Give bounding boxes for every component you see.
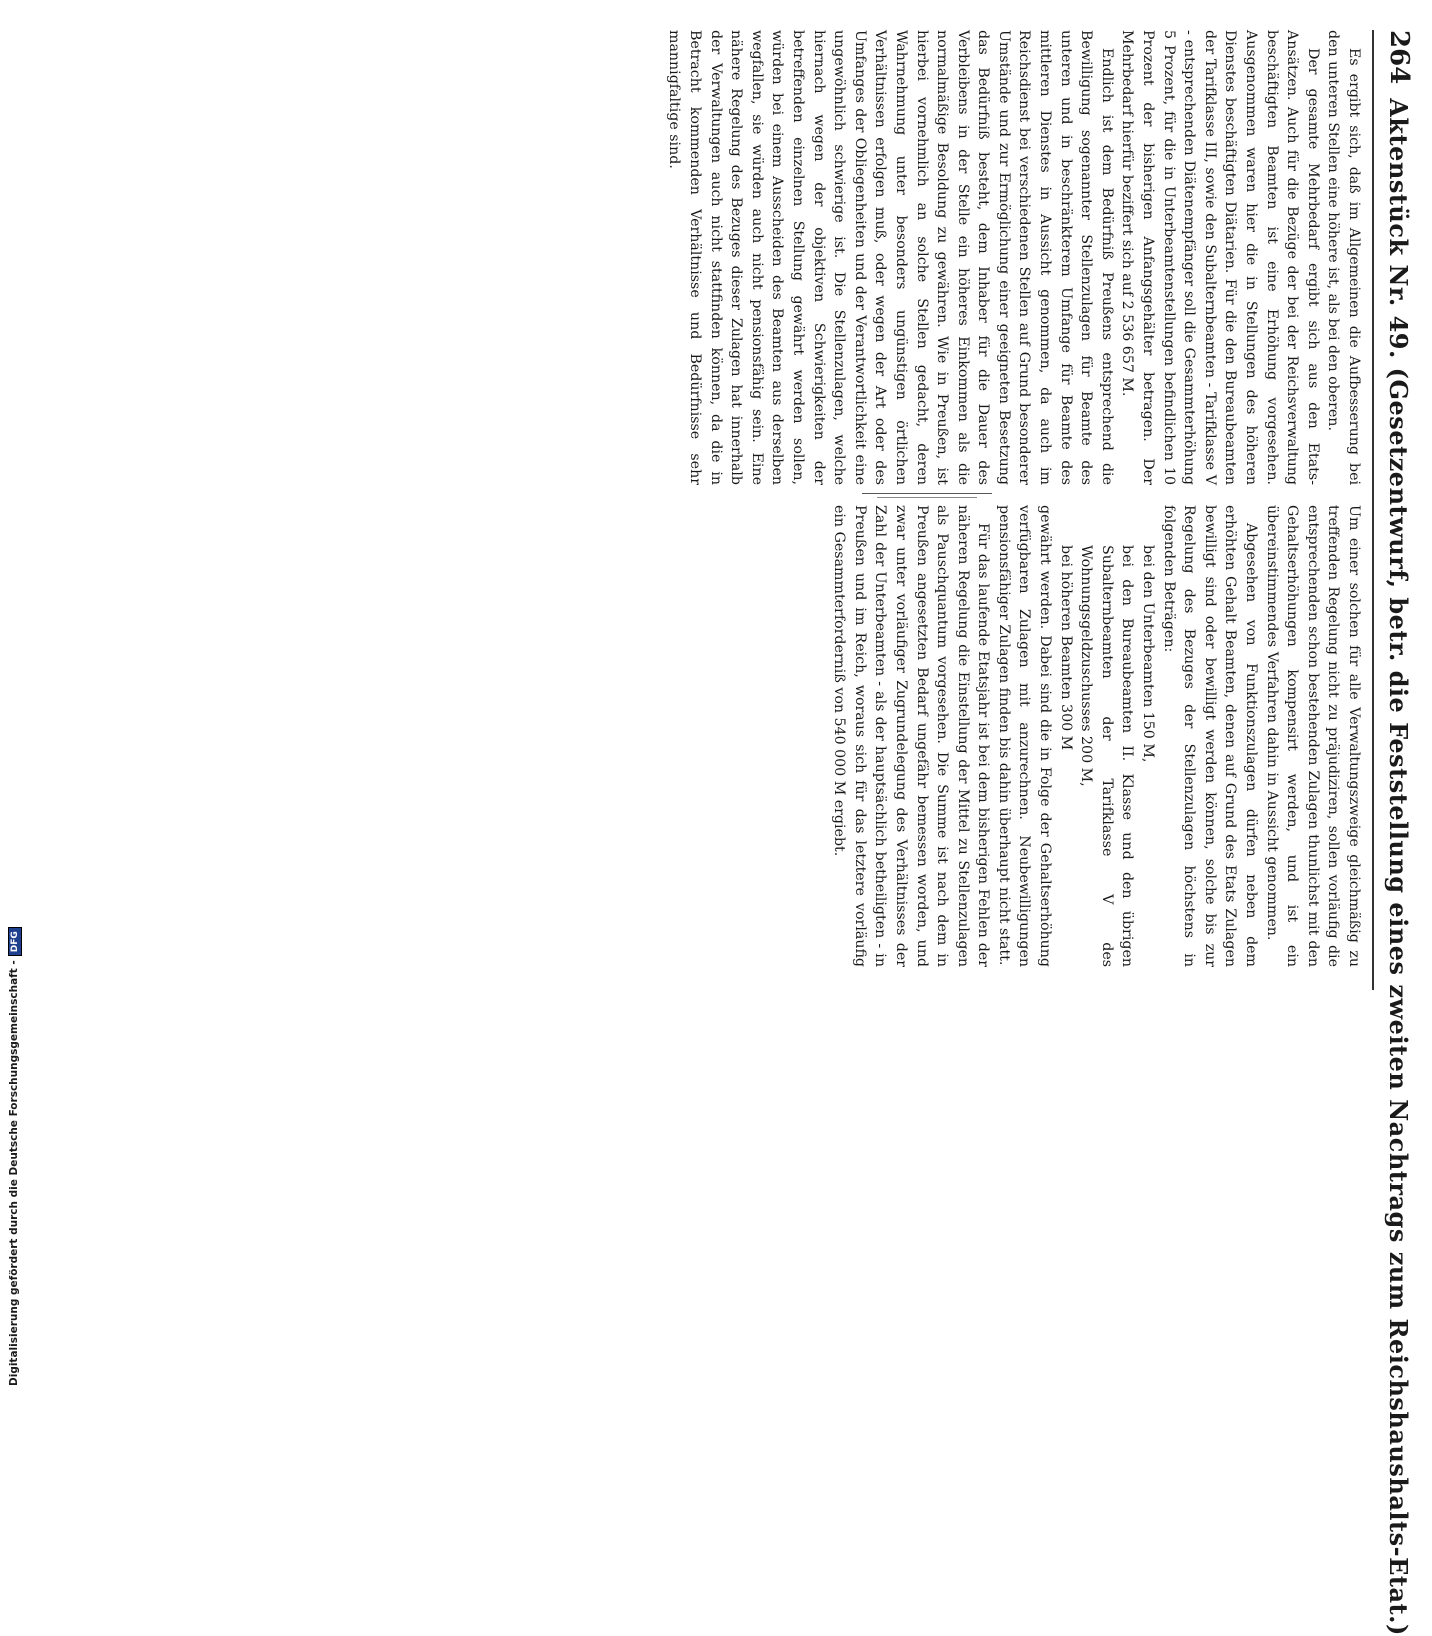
page-header bbox=[1374, 30, 1424, 1636]
list-item: bei den Unterbeamten 150 M, bbox=[1140, 545, 1157, 763]
left-column bbox=[664, 30, 1364, 485]
paragraph: Abgesehen von Funktionszulagen dürfen neben dem erhöhten Gehalt Beamten, denen auf Grund des Etats Zulagen bewilligt sind oder bewilligt werden können, solche bis zur Regelung des Bezuges der Stellenzulagen höchstens in folgenden Beträgen: bbox=[1160, 505, 1260, 967]
page-number: 264 bbox=[1384, 30, 1414, 85]
right-column bbox=[829, 505, 1364, 967]
dfg-logo: DFG bbox=[8, 927, 22, 956]
paragraph: Der gesamte Mehrbedarf ergibt sich aus den Etats-Ansätzen. Auch für die Bezüge der bei der Reichsverwaltung beschäftigten Beamten ist eine Erhöhung vorgesehen. Ausgenommen waren hier die in Stellungen des höheren Dienstes beschäftigten Diätarien. Für die den Bureaubeamten der Tarifklasse III, sowie den Subalternbeamten - Tarifklasse V - entsprechenden Diätenempfänger soll die Gesammterhöhung 5 Prozent, für die in Unterbeamtenstellungen befindlichen 10 Prozent der bisherigen Anfangsgehälter betragen. Der Mehrbedarf hierfür beziffert sich auf 2 536 657 M. bbox=[1119, 30, 1321, 485]
paragraph: Für das laufende Etatsjahr ist bei dem bisherigen Fehlen der näheren Regelung die Einstellung der Mittel zu Stellenzulagen als Pauschquantum vorgesehen. Die Summe ist nach dem in Preußen angesetzten Bedarf ungefähr bemessen worden, und zwar unter vorläufiger Zugrundelegung des Verhältnisses der Zahl der Unterbeamten - als der hauptsächlich betheiligten - in Preußen und im Reich, woraus sich für das letztere vorläufig ein Gesammterforderniß von 540 000 M ergiebt. bbox=[831, 505, 992, 967]
paragraph: Endlich ist dem Bedürfniß Preußens entsprechend die Bewilligung sogenannter Stellenzulagen für Beamte des unteren und in beschränkterem Umfange für Beamte des mittleren Dienstes in Aussicht genommen, da auch im Reichsdienst bei verschiedenen Stellen auf Grund besonderer Umstände und zur Ermöglichung einer geeigneten Besetzung das Bedürfniß besteht, dem Inhaber für die Dauer des Verbleibens in der Stelle ein höheres Einkommen als die normalmäßige Besoldung zu gewähren. Wie in Preußen, ist hierbei vornehmlich an solche Stellen gedacht, deren Wahrnehmung unter besonders ungünstigen örtlichen Verhältnissen erfolgen muß, oder wegen der Art oder des Umfanges der Obliegenheiten und der Verantwortlichkeit eine ungewöhnlich schwierige ist. Die Stellenzulagen, welche hiernach wegen der objektiven Schwierigkeiten der betreffenden einzelnen Stellung gewährt werden sollen, würden bei einem Ausscheiden des Beamten aus derselben wegfallen, sie würden auch nicht pensionsfähig sein. Eine nähere Regelung des Bezuges dieser Zulagen hat innerhalb der Verwaltungen auch nicht stattfinden können, da die in Betracht kommenden Verhältnisse und Bedürfnisse sehr mannigfaltige sind. bbox=[666, 30, 1115, 485]
column-divider bbox=[862, 493, 992, 494]
footer-text: Digitalisierung gefördert durch die Deutsche Forschungsgemeinschaft - bbox=[8, 960, 20, 1386]
list-item: bei höheren Beamten 300 M bbox=[1057, 545, 1074, 751]
footer-text-wrap bbox=[8, 931, 28, 1386]
header-rule bbox=[1372, 30, 1374, 990]
paragraph: gewährt werden. Dabei sind die in Folge der Gehaltserhöhung verfügbaren Zulagen mit anzurechnen. Neubewilligungen pensionsfähiger Zulagen finden bis dahin überhaupt nicht statt. bbox=[995, 505, 1054, 967]
column-divider bbox=[877, 497, 977, 498]
paragraph: Um einer solchen für alle Verwaltungszweige gleichmäßig zu treffenden Regelung nicht zu präjudiziren, sollen vorläufig die entsprechenden schon bestehenden Zulagen thunlichst mit den Gehaltserhöhungen kompensirt werden, und ist ein übereinstimmendes Verfahren dahin in Aussicht genommen. bbox=[1263, 505, 1362, 967]
paragraph: Es ergibt sich, daß im Allgemeinen die Aufbesserung bei den unteren Stellen eine höhere ist, als bei den oberen. bbox=[1325, 30, 1362, 485]
page-title: Aktenstück Nr. 49. (Gesetzentwurf, betr. die Feststellung eines zweiten Nachtrags zum Reichshaushalts-Etat.) bbox=[1384, 98, 1414, 1636]
digitization-footer bbox=[8, 578, 32, 1386]
list-item: bei den Bureaubeamten II. Klasse und den übrigen Subalternbeamten der Tarifklasse V des Wohnungsgeldzuschusses 200 M, bbox=[1078, 545, 1136, 967]
